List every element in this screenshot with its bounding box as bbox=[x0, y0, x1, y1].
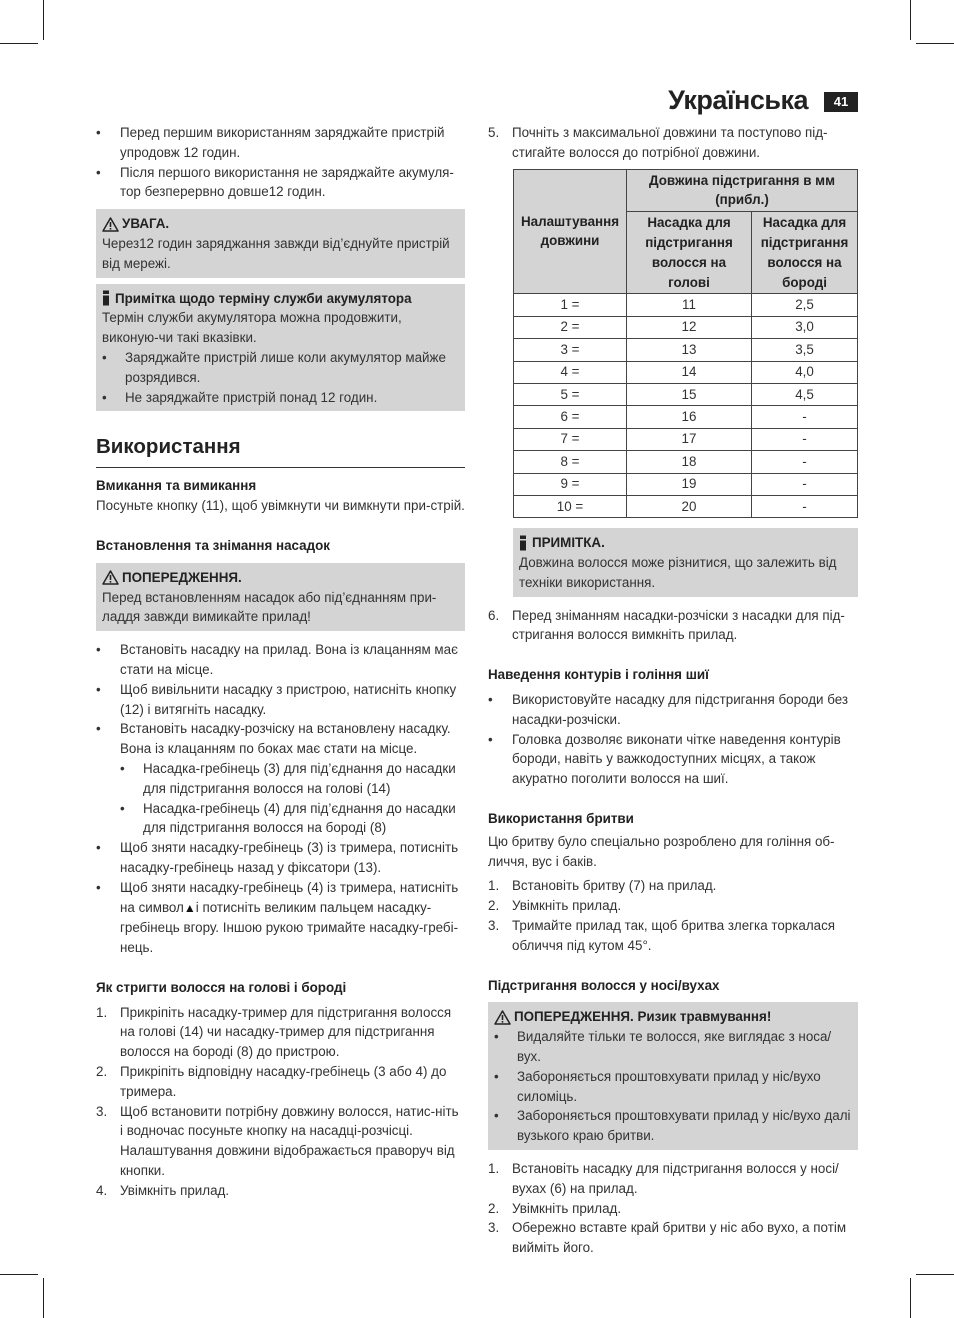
list-item: 4. Увімкніть прилад. bbox=[96, 1182, 230, 1198]
table-row: 2 = 12 3,0 bbox=[514, 316, 858, 338]
onoff-text: Посуньте кнопку (11), щоб увімкнути чи вимкнути при-стрій. bbox=[96, 498, 465, 514]
table-row: 9 = 19 - bbox=[514, 473, 858, 495]
razor-text: Цю бритву було спеціально розроблено для гоління об-личчя, вус і баків. bbox=[488, 833, 835, 869]
crop-mark bbox=[43, 1278, 44, 1318]
list-item: • Забороняється проштовхувати прилад у ніс/вухо далі вузького краю бритви. bbox=[494, 1106, 852, 1146]
crop-mark bbox=[910, 0, 911, 40]
list-item: • Після першого використання не заряджайте акумуля-тор безперервно довше12 годин. bbox=[96, 163, 465, 203]
attach-warning-text: Перед встановленням насадок або під’єднанням при-ладдя завжди вимикайте прилад! bbox=[102, 589, 437, 625]
length-table bbox=[513, 169, 858, 519]
table-row: 5 = 15 4,5 bbox=[514, 383, 858, 405]
contour-title: Наведення контурів і гоління шиї bbox=[488, 667, 709, 683]
list-item: • Щоб вивільнити насадку з пристрою, натисніть кнопку (12) і витягніть насадку. bbox=[96, 680, 465, 720]
table-row: 10 = 20 - bbox=[514, 495, 858, 517]
crop-mark bbox=[916, 43, 954, 44]
battery-note-text: Термін служби акумулятора можна продовжити, виконую-чи такі вказівки. bbox=[102, 310, 402, 346]
language-title: Українська bbox=[668, 85, 808, 115]
list-item: • Встановіть насадку-розчіску на встановлену насадку. Вона із клацанням по боках має стати на місце. • Насадка-гребінець (3) для під’єднання до насадки для підстригання волосся на голові (14) • Насадка-гребінець (4) для під’єднання до насадки для підстригання волосся на бороді (8) bbox=[96, 719, 465, 838]
triangle-symbol: ▲ bbox=[183, 900, 196, 915]
list-item: 1. Встановіть насадку для підстригання волосся у носі/вухах (6) на прилад. bbox=[488, 1161, 839, 1196]
nose-title: Підстригання волосся у носі/вухах bbox=[488, 977, 720, 993]
battery-note-title: Примітка щодо терміну служби акумулятора bbox=[115, 290, 412, 306]
attach-warning-box bbox=[96, 563, 465, 631]
col-group-header: Довжина підстригання в мм (прибл.) bbox=[627, 169, 858, 212]
table-note-box bbox=[513, 528, 858, 596]
list-item: 2. Прикріпіть відповідну насадку-гребінець (3 або 4) до тримера. bbox=[96, 1064, 447, 1099]
list-item: 3. Обережно вставте край бритви у ніс або вухо, а потім вийміть його. bbox=[488, 1220, 847, 1256]
list-item: • Не заряджайте пристрій понад 12 годин. bbox=[102, 388, 459, 408]
col-header-beard: Насадка для підстригання волосся на бороді bbox=[752, 212, 858, 294]
sub-list-item: • Насадка-гребінець (3) для під’єднання до насадки для підстригання волосся на голові (14) bbox=[120, 759, 465, 799]
onoff-title: Вмикання та вимикання bbox=[96, 478, 257, 494]
intro-bullet-list bbox=[96, 123, 465, 202]
crop-mark bbox=[43, 0, 44, 40]
attach-bullet-list bbox=[96, 640, 465, 958]
list-item: • Використовуйте насадку для підстригання бороди без насадки-розчіски. bbox=[488, 690, 858, 730]
attach-warning-title: ПОПЕРЕДЖЕННЯ. bbox=[122, 569, 242, 585]
warning-triangle-icon bbox=[102, 217, 119, 232]
attach-title: Встановлення та знімання насадок bbox=[96, 537, 330, 553]
list-item: • Головка дозволяє виконати чітке наведення контурів бороди, навіть у важкодоступних місцях, а також акуратно поголити волосся на шиї. bbox=[488, 730, 858, 789]
info-icon bbox=[519, 535, 527, 551]
sub-list-item: • Насадка-гребінець (4) для під’єднання до насадки для підстригання волосся на бороді (8) bbox=[120, 799, 465, 839]
list-item: • Видаляйте тільки те волосся, яке виглядає з носа/вух. bbox=[494, 1027, 852, 1067]
list-item: 2. Увімкніть прилад. bbox=[488, 898, 622, 914]
list-item: 3. Тримайте прилад так, щоб бритва злегка торкалася обличчя під кутом 45°. bbox=[488, 918, 836, 953]
info-icon bbox=[102, 290, 110, 306]
table-note-text: Довжина волосся може різнитися, що залежить від техніки використання. bbox=[519, 555, 837, 590]
table-row: 6 = 16 - bbox=[514, 406, 858, 428]
crop-mark bbox=[0, 1274, 38, 1275]
list-item: 6. Перед зніманням насадки-розчіски з насадки для під-стригання волосся вимкніть прилад. bbox=[488, 607, 845, 643]
crop-mark bbox=[910, 1278, 911, 1318]
warning-triangle-icon bbox=[494, 1010, 511, 1025]
battery-note-box bbox=[96, 284, 465, 412]
nose-warning-box bbox=[488, 1002, 858, 1150]
col-header-setting: Налаштування довжини bbox=[514, 169, 627, 294]
table-row: 1 = 11 2,5 bbox=[514, 294, 858, 316]
caution-box bbox=[96, 209, 465, 277]
razor-steps bbox=[488, 876, 858, 955]
page-number: 41 bbox=[824, 92, 858, 112]
table-note-title: ПРИМІТКА. bbox=[532, 535, 605, 551]
list-item: • Щоб зняти насадку-гребінець (3) із тримера, потисніть насадку-гребінець назад у фіксатори (13). bbox=[96, 838, 465, 878]
list-item: 1. Встановіть бритву (7) на прилад. bbox=[488, 878, 717, 894]
contour-bullet-list bbox=[488, 690, 858, 789]
caution-text: Через12 годин заряджання завжди від’єднуйте пристрій від мережі. bbox=[102, 235, 450, 271]
table-row: 7 = 17 - bbox=[514, 428, 858, 450]
section-title: Використання bbox=[96, 433, 465, 468]
list-item: • Забороняється проштовхувати прилад у ніс/вухо силоміць. bbox=[494, 1067, 852, 1107]
left-column bbox=[96, 123, 465, 1201]
list-item: 5. Почніть з максимальної довжини та поступово під-стигайте волосся до потрібної довжини. bbox=[488, 125, 828, 160]
list-item: • Перед першим використанням заряджайте пристрій упродовж 12 годин. bbox=[96, 123, 465, 163]
list-item: • Встановіть насадку на прилад. Вона із клацанням має стати на місце. bbox=[96, 640, 465, 680]
table-row: 3 = 13 3,5 bbox=[514, 339, 858, 361]
cut-steps bbox=[96, 1003, 465, 1201]
list-item: • Заряджайте пристрій лише коли акумулятор майже розрядився. bbox=[102, 348, 459, 388]
caution-title: УВАГА. bbox=[122, 216, 170, 232]
nose-steps bbox=[488, 1159, 858, 1258]
list-item: 1. Прикріпіть насадку-тример для підстригання волосся на голові (14) чи насадку-тример для підстригання волосся на бороді (8) до пристрою. bbox=[96, 1004, 452, 1060]
list-item: • Щоб зняти насадку-гребінець (4) із тримера, натисніть на символ▲і потисніть великим пальцем насадку-гребінець вгору. Іншою рукою тримайте насадку-гребі-нець. bbox=[96, 878, 465, 958]
table-row: 8 = 18 - bbox=[514, 451, 858, 473]
crop-mark bbox=[0, 43, 38, 44]
table-row: 4 = 14 4,0 bbox=[514, 361, 858, 383]
col-header-head: Насадка для підстригання волосся на голові bbox=[627, 212, 752, 294]
warning-triangle-icon bbox=[102, 570, 119, 585]
list-item: 2. Увімкніть прилад. bbox=[488, 1200, 622, 1216]
list-item: 3. Щоб встановити потрібну довжину волосся, натис-ніть і водночас посуньте кнопку на насадці-розчісці. Налаштування довжини відображається праворуч від кнопки. bbox=[96, 1103, 459, 1179]
nose-warning-title: ПОПЕРЕДЖЕННЯ. Ризик травмування! bbox=[514, 1009, 772, 1025]
crop-mark bbox=[916, 1274, 954, 1275]
right-column bbox=[488, 123, 858, 1258]
cut-title: Як стригти волосся на голові і бороді bbox=[96, 979, 347, 995]
razor-title: Використання бритви bbox=[488, 811, 634, 827]
